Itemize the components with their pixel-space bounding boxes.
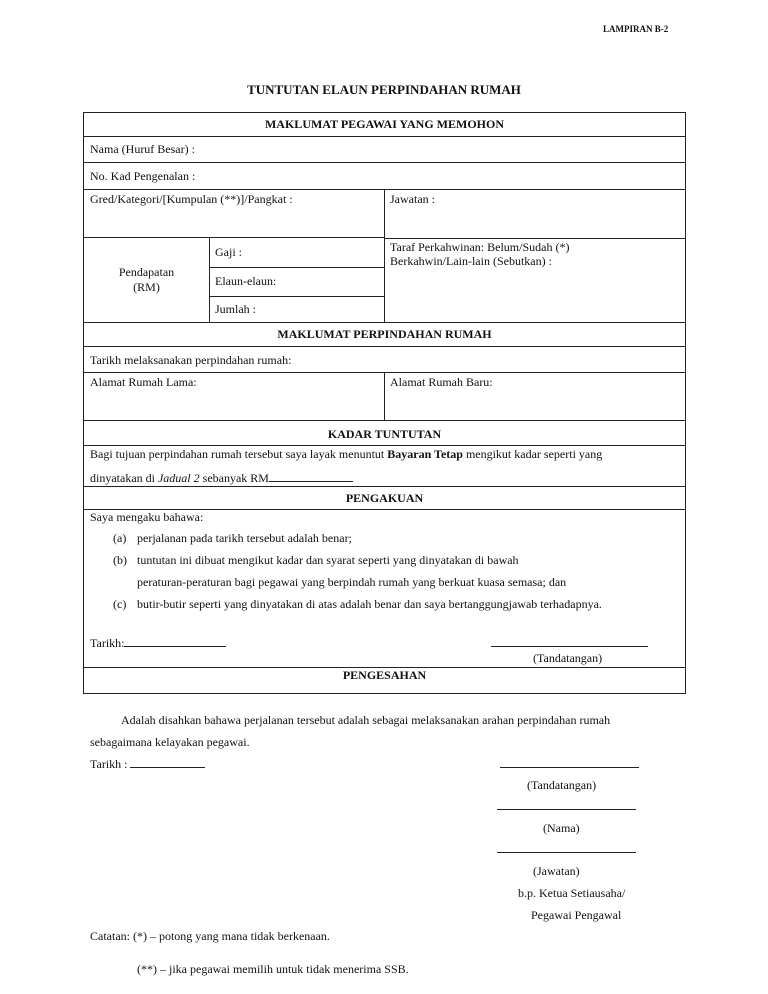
declaration-item-text: perjalanan pada tarikh tersebut adalah benar; [137, 531, 352, 545]
divider [209, 267, 384, 268]
marital-status-label: Taraf Perkahwinan: Belum/Sudah (*) [390, 240, 570, 254]
section-heading-relocation: MAKLUMAT PERPINDAHAN RUMAH [277, 327, 492, 341]
divider [84, 346, 685, 347]
declaration-item-label: (a) [113, 531, 127, 545]
divider [209, 296, 384, 297]
note-ssb: (**) – jika pegawai memilih untuk tidak menerima SSB. [137, 962, 409, 976]
claim-rate-text-2 [90, 469, 353, 486]
note-strike-out: Catatan: (*) – potong yang mana tidak berkenaan. [90, 929, 330, 943]
verification-authority-2: Pegawai Pengawal [531, 908, 622, 922]
amount-blank[interactable] [269, 469, 353, 482]
verification-date [90, 755, 205, 772]
marital-status-other-label: Berkahwin/Lain-lain (Sebutkan) : [390, 254, 552, 268]
declaration-item-text: peraturan-peraturan bagi pegawai yang berpindah rumah yang berkuat kuasa semasa; dan [137, 575, 567, 589]
claim-rate-text-1 [90, 447, 602, 462]
declaration-date-blank[interactable] [124, 634, 226, 647]
section-heading-verification: PENGESAHAN [342, 668, 427, 682]
section-heading-claim-rate: KADAR TUNTUTAN [327, 427, 442, 441]
declaration-intro: Saya mengaku bahawa: [90, 510, 204, 524]
old-address-label: Alamat Rumah Lama: [90, 375, 197, 389]
verification-signature-label: (Tandatangan) [527, 778, 597, 792]
verification-signature-blank[interactable] [500, 755, 639, 772]
declaration-item-label: (b) [113, 553, 127, 567]
claim-rate-text-1-pre: Bagi tujuan perpindahan rumah tersebut saya layak menuntut [90, 447, 388, 461]
grade-label: Gred/Kategori/[Kumpulan (**)]/Pangkat : [90, 192, 293, 206]
verification-date-blank[interactable] [130, 755, 205, 768]
verification-position-label: (Jawatan) [533, 864, 580, 878]
schedule-reference: Jadual 2 [157, 471, 200, 485]
ic-label: No. Kad Pengenalan : [90, 169, 196, 183]
declaration-date-label: Tarikh: [90, 636, 125, 650]
appendix-label: LAMPIRAN B-2 [603, 24, 669, 34]
section-heading-applicant: MAKLUMAT PEGAWAI YANG MEMOHON [264, 117, 504, 131]
column-divider [384, 372, 385, 421]
column-divider [384, 189, 385, 323]
name-label: Nama (Huruf Besar) : [90, 142, 195, 156]
fixed-payment-term: Bayaran Tetap [387, 447, 463, 461]
declaration-item-label: (c) [113, 597, 127, 611]
declaration-signature-label: (Tandatangan) [533, 651, 603, 665]
declaration-signature-blank[interactable] [491, 634, 648, 651]
allowances-label: Elaun-elaun: [215, 274, 277, 288]
verification-name-blank[interactable] [497, 797, 636, 814]
section-heading-declaration: PENGAKUAN [345, 491, 424, 505]
claim-rate-text-2-pre: dinyatakan di [90, 471, 158, 485]
divider [84, 486, 685, 487]
divider [84, 136, 685, 137]
salary-label: Gaji : [215, 245, 242, 259]
divider [384, 238, 685, 239]
new-address-label: Alamat Rumah Baru: [390, 375, 493, 389]
verification-text-2: sebagaimana kelayakan pegawai. [90, 735, 250, 749]
verification-position-blank[interactable] [497, 840, 636, 857]
verification-authority-1: b.p. Ketua Setiausaha/ [518, 886, 626, 900]
income-unit-label: (RM) [133, 280, 160, 294]
verification-text-1: Adalah disahkan bahawa perjalanan tersebut adalah sebagai melaksanakan arahan perpindahan rumah [121, 713, 611, 727]
divider [84, 162, 685, 163]
form-title: TUNTUTAN ELAUN PERPINDAHAN RUMAH [247, 82, 521, 97]
position-label: Jawatan : [390, 192, 435, 206]
verification-name-label: (Nama) [543, 821, 580, 835]
verification-date-label: Tarikh : [90, 757, 131, 771]
claim-rate-text-2-post: sebanyak RM [199, 471, 269, 485]
declaration-item-text: butir-butir seperti yang dinyatakan di atas adalah benar dan saya bertanggungjawab terhadapnya. [137, 597, 602, 611]
divider [84, 445, 685, 446]
claim-rate-text-1-post: mengikut kadar seperti yang [462, 447, 603, 461]
declaration-date [90, 634, 226, 651]
total-label: Jumlah : [215, 302, 256, 316]
divider [84, 237, 384, 238]
column-divider [209, 237, 210, 323]
declaration-item-text: tuntutan ini dibuat mengikut kadar dan syarat seperti yang dinyatakan di bawah [137, 553, 519, 567]
income-label: Pendapatan [118, 265, 175, 279]
relocation-date-label: Tarikh melaksanakan perpindahan rumah: [90, 353, 292, 367]
